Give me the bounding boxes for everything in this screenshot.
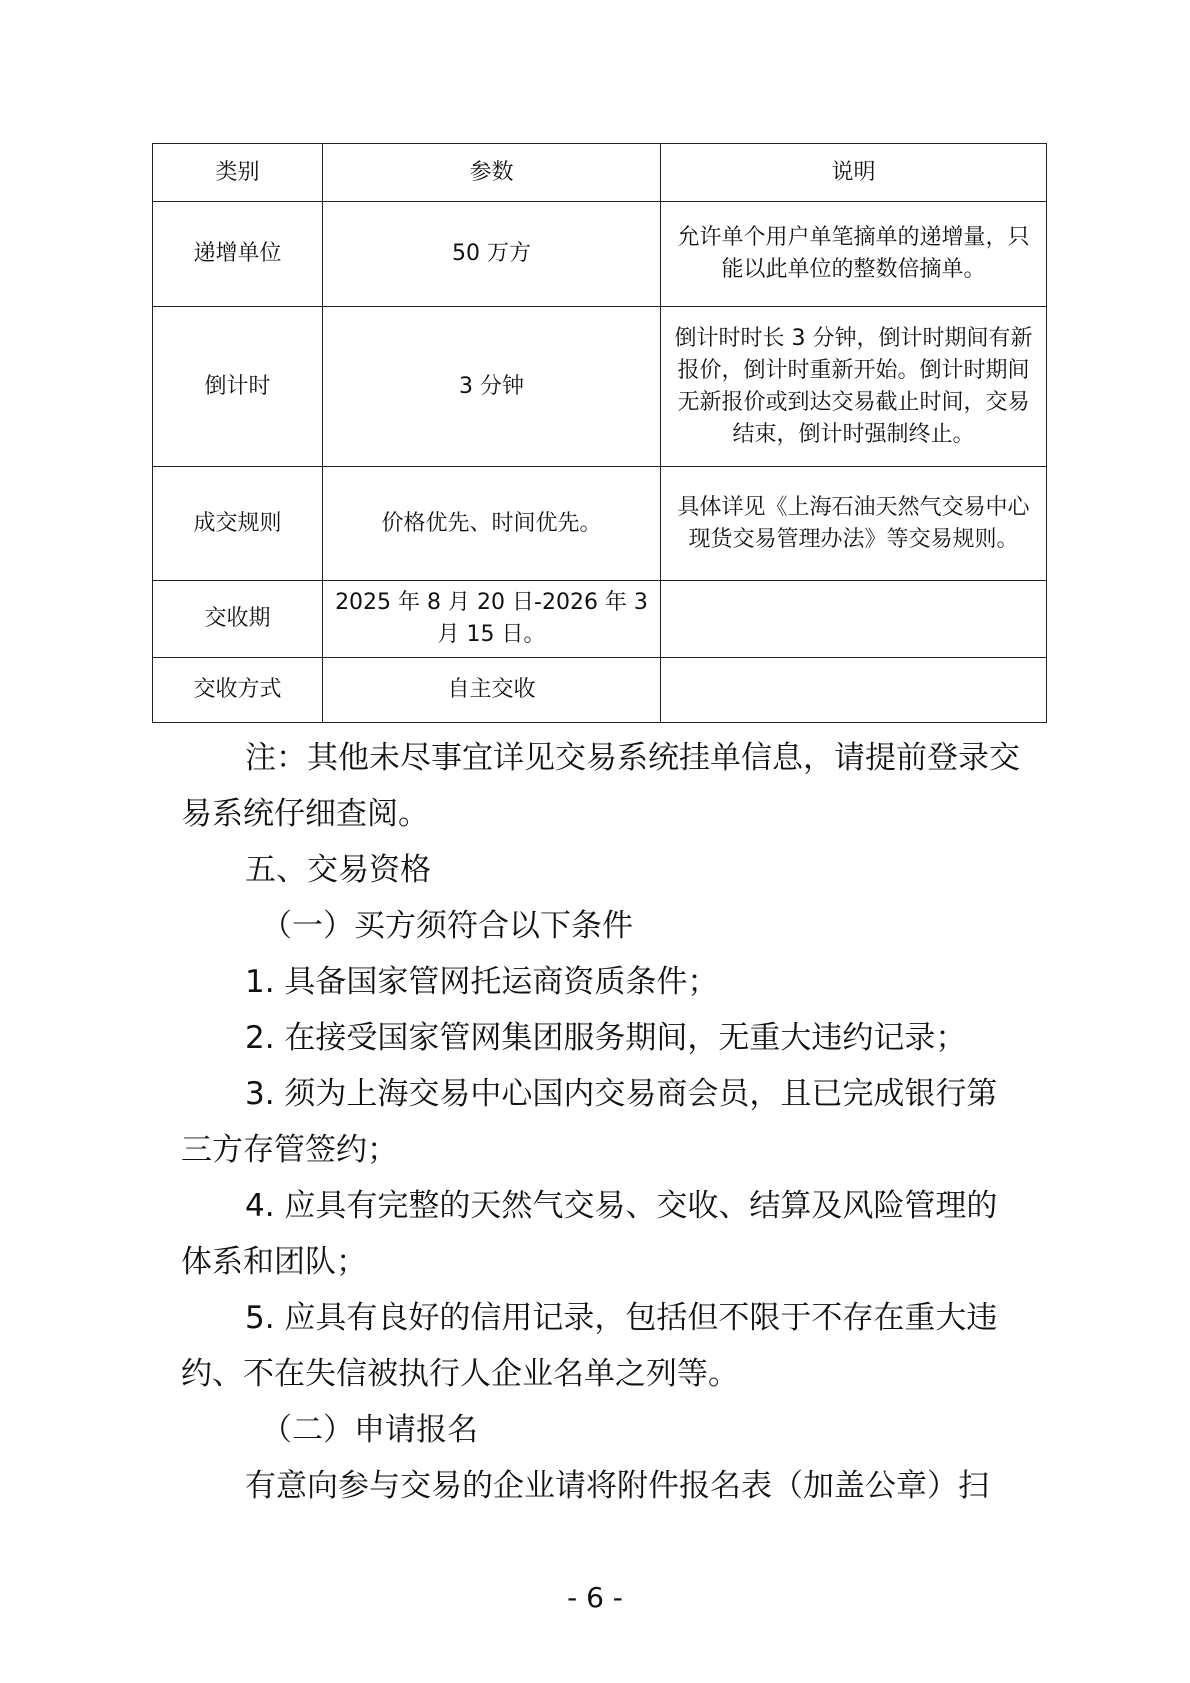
table-row <box>153 658 1047 723</box>
list-item: 2. 在接受国家管网集团服务期间，无重大违约记录； <box>245 1020 967 1056</box>
subsection-title: （一）买方须符合以下条件 <box>261 908 633 944</box>
cell-param: 自主交收 <box>323 658 661 723</box>
page-number: - 6 - <box>567 1581 623 1614</box>
cell-note <box>661 658 1047 723</box>
header-param: 参数 <box>323 144 661 202</box>
cell-param: 价格优先、时间优先。 <box>323 467 661 581</box>
list-item: 5. 应具有良好的信用记录，包括但不限于不存在重大违约、不在失信被执行人企业名单之列等。 <box>181 1300 998 1392</box>
paragraph: 有意向参与交易的企业请将附件报名表（加盖公章）扫 <box>245 1468 989 1504</box>
cell-category: 倒计时 <box>153 307 323 467</box>
cell-param: 2025 年 8 月 20 日-2026 年 3 月 15 日。 <box>323 581 661 658</box>
cell-note: 允许单个用户单笔摘单的递增量，只能以此单位的整数倍摘单。 <box>661 202 1047 307</box>
table-row <box>153 581 1047 658</box>
section-title: 五、交易资格 <box>245 852 431 888</box>
header-note: 说明 <box>661 144 1047 202</box>
cell-note: 具体详见《上海石油天然气交易中心现货交易管理办法》等交易规则。 <box>661 467 1047 581</box>
cell-note <box>661 581 1047 658</box>
parameter-table <box>152 143 1047 723</box>
cell-category: 交收期 <box>153 581 323 658</box>
list-item: 4. 应具有完整的天然气交易、交收、结算及风险管理的体系和团队； <box>181 1188 998 1280</box>
cell-param: 50 万方 <box>323 202 661 307</box>
table-row <box>153 202 1047 307</box>
table-row <box>153 307 1047 467</box>
cell-param: 3 分钟 <box>323 307 661 467</box>
header-category: 类别 <box>153 144 323 202</box>
cell-category: 递增单位 <box>153 202 323 307</box>
note-paragraph: 注：其他未尽事宜详见交易系统挂单信息，请提前登录交易系统仔细查阅。 <box>181 740 1020 832</box>
cell-category: 交收方式 <box>153 658 323 723</box>
table-header-row <box>153 144 1047 202</box>
body-text <box>181 730 1021 1514</box>
subsection-title: （二）申请报名 <box>261 1412 478 1448</box>
list-item: 3. 须为上海交易中心国内交易商会员，且已完成银行第三方存管签约； <box>181 1076 998 1168</box>
list-item: 1. 具备国家管网托运商资质条件； <box>245 964 719 1000</box>
cell-note: 倒计时时长 3 分钟，倒计时期间有新报价，倒计时重新开始。倒计时期间无新报价或到达交易截止时间，交易结束，倒计时强制终止。 <box>661 307 1047 467</box>
table-row <box>153 467 1047 581</box>
cell-category: 成交规则 <box>153 467 323 581</box>
